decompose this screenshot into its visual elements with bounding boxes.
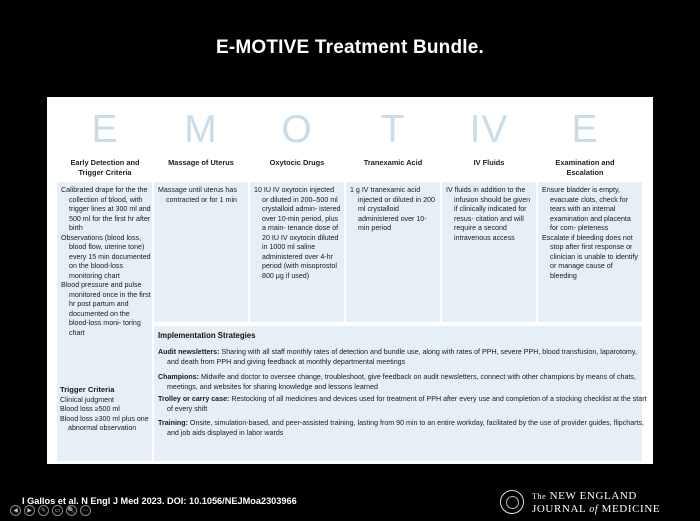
previous-slide-icon[interactable]: ◀ bbox=[10, 505, 21, 516]
impl-label: Champions: bbox=[158, 373, 199, 381]
impl-label: Audit newsletters: bbox=[158, 348, 220, 356]
cell-oxytocic bbox=[254, 186, 342, 281]
cell-examination bbox=[542, 186, 638, 281]
bundle-figure bbox=[47, 97, 653, 464]
heading-iv-fluids: IV Fluids bbox=[473, 158, 505, 167]
journal-name-line1 bbox=[532, 490, 637, 502]
slides-icon[interactable]: ▭ bbox=[52, 505, 63, 516]
letter-e1: E bbox=[91, 108, 119, 151]
next-slide-icon[interactable]: ▶ bbox=[24, 505, 35, 516]
implementation-box bbox=[154, 326, 645, 461]
cell-paragraph: Massage until uterus has contracted or for 1 min bbox=[158, 186, 237, 204]
letter-o: O bbox=[281, 108, 313, 151]
impl-label: Trolley or carry case: bbox=[158, 395, 230, 403]
letter-m: M bbox=[184, 108, 218, 151]
letter-t: T bbox=[380, 108, 406, 151]
nejm-seal-icon bbox=[500, 490, 524, 514]
heading-examination: Examination and Escalation bbox=[555, 158, 615, 177]
more-options-icon[interactable]: ⋯ bbox=[80, 505, 91, 516]
impl-label: Training: bbox=[158, 419, 188, 427]
cell-paragraph: IV fluids in addition to the infusion should be given if clinically indicated for resus- citation and will require a second intravenous access bbox=[446, 186, 531, 242]
trigger-item: Blood loss ≥300 ml plus one abnormal observation bbox=[60, 414, 149, 432]
impl-item-audit bbox=[158, 348, 649, 367]
slide-toolbar bbox=[10, 505, 91, 517]
letter-iv: IV bbox=[469, 108, 509, 151]
heading-tranexamic: Tranexamic Acid bbox=[363, 158, 423, 167]
cell-paragraph: Ensure bladder is empty, evacuate clots, check for tears with an internal examination and placenta for com- pleteness bbox=[542, 186, 631, 232]
impl-text: Onsite, simulation-based, and peer-assisted training, lasting from 90 min to an entire workday, facilitated by the use of provider guides, flipcharts, and job aids displayed in labor wards bbox=[167, 419, 645, 437]
cell-paragraph: 10 IU IV oxytocin injected or diluted in 200–500 ml crystalloid admin- istered over 10-min period, plus a main- tenance dose of 20 IU IV oxytocin diluted in 1000 ml saline administered over 4-hr period (with misoprostol 800 μg if used) bbox=[254, 186, 341, 280]
journal-of: of bbox=[589, 504, 599, 515]
pen-icon[interactable]: ✎ bbox=[38, 505, 49, 516]
cell-tranexamic bbox=[350, 186, 438, 234]
impl-item-trolley bbox=[158, 395, 649, 414]
cell-paragraph: 1 g IV tranexamic acid injected or diluted in 200 ml crystalloid administered over 10-min period bbox=[350, 186, 435, 232]
cell-paragraph: Blood pressure and pulse monitored once in the first hr post partum and documented on the blood-loss moni- toring chart bbox=[61, 281, 151, 337]
impl-item-champions bbox=[158, 373, 649, 392]
implementation-title: Implementation Strategies bbox=[158, 331, 256, 340]
trigger-item: Clinical judgment bbox=[60, 395, 115, 404]
impl-text: Sharing with all staff monthly rates of detection and bundle use, along with rates of PPH, severe PPH, blood transfusion, laparotomy, and death from PPH and giving feedback at monthly departmental meetings bbox=[167, 348, 637, 366]
cell-iv-fluids bbox=[446, 186, 534, 243]
heading-massage: Massage of Uterus bbox=[168, 158, 234, 167]
journal-the: The bbox=[532, 492, 547, 501]
impl-text: Restocking of all medicines and devices used for treatment of PPH after every use and completion of a stocking checklist at the start of every shift bbox=[167, 395, 647, 413]
heading-oxytocic: Oxytocic Drugs bbox=[269, 158, 325, 167]
impl-item-training bbox=[158, 419, 649, 438]
citation: I Gallos et al. N Engl J Med 2023. DOI: 10.1056/NEJMoa2303966 bbox=[22, 496, 297, 506]
journal-medicine: MEDICINE bbox=[601, 503, 661, 515]
journal-name-line2 bbox=[532, 503, 660, 515]
trigger-criteria bbox=[60, 385, 150, 434]
cell-paragraph: Observations (blood loss, blood flow, uterine tone) every 15 min documented on the blood-loss monitoring chart bbox=[61, 233, 151, 280]
cell-paragraph: Calibrated drape for the the collection of blood, with trigger lines at 300 ml and 500 ml for the first hr after birth bbox=[61, 186, 151, 232]
cell-massage bbox=[158, 186, 246, 205]
zoom-icon[interactable]: 🔍 bbox=[67, 507, 76, 514]
heading-early-detection: Early Detection and Trigger Criteria bbox=[70, 158, 140, 177]
trigger-criteria-title: Trigger Criteria bbox=[60, 385, 115, 394]
slide-title: E-MOTIVE Treatment Bundle. bbox=[215, 37, 485, 58]
impl-text: Midwife and doctor to oversee change, troubleshoot, give feedback on audit newsletters, connect with other champions by means of chats, meetings, and websites for sharing knowledge and lessons learned bbox=[167, 373, 636, 391]
cell-paragraph: Escalate if bleeding does not stop after first response or clinician is unable to identify or manage cause of bleeding bbox=[542, 233, 638, 280]
trigger-item: Blood loss ≥500 ml bbox=[60, 405, 120, 413]
journal-journal: JOURNAL bbox=[532, 503, 586, 515]
journal-new-england: NEW ENGLAND bbox=[549, 490, 637, 502]
letter-e2: E bbox=[571, 108, 599, 151]
cell-early-detection bbox=[61, 186, 151, 338]
